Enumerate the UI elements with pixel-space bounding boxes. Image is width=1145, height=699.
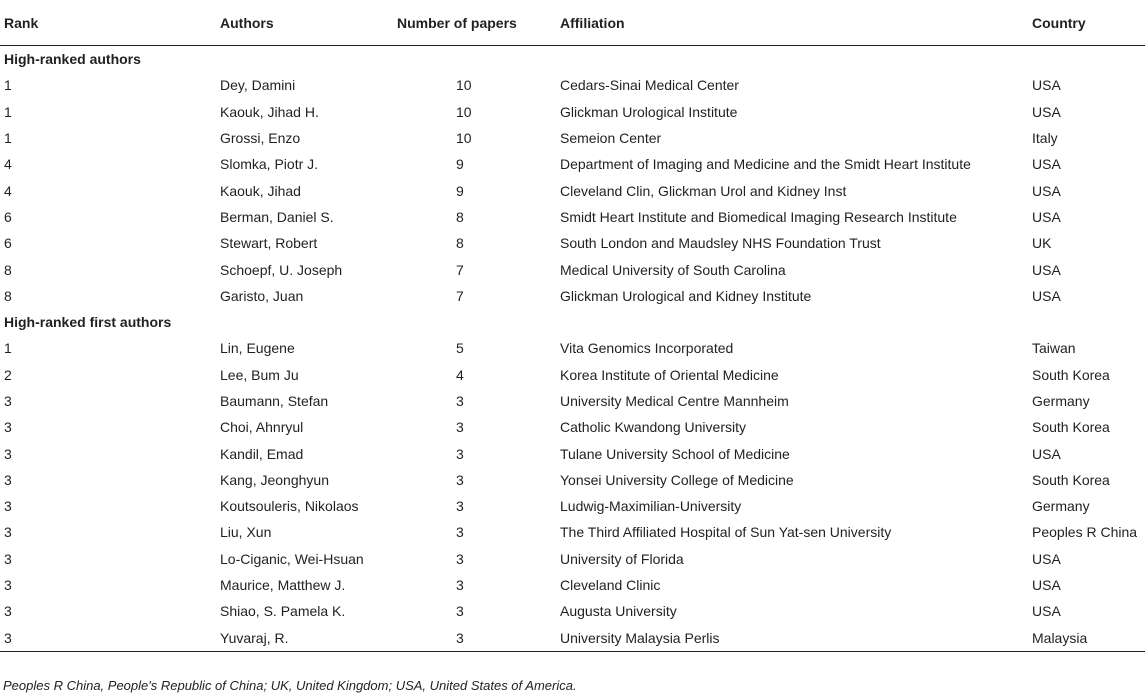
column-header-rank: Rank — [0, 0, 216, 46]
affiliation-cell: Smidt Heart Institute and Biomedical Imaging Research Institute — [560, 208, 957, 225]
papers-cell: 3 — [396, 625, 556, 652]
country-cell: Peoples R China — [1032, 524, 1138, 541]
papers-cell: 8 — [456, 208, 464, 225]
table-row — [0, 519, 1145, 545]
affiliation-cell: University Malaysia Perlis — [556, 625, 1028, 652]
table-row — [0, 125, 1145, 151]
country-cell: Taiwan — [1032, 340, 1076, 357]
table-row — [0, 598, 1145, 624]
table-row — [0, 230, 1145, 256]
section-title: High-ranked first authors — [4, 314, 172, 331]
author-cell: Lee, Bum Ju — [220, 366, 299, 383]
country-cell: USA — [1032, 287, 1061, 304]
rank-cell: 3 — [4, 524, 12, 541]
section-header-row — [0, 309, 1145, 335]
papers-cell: 5 — [456, 340, 464, 357]
papers-cell: 8 — [456, 235, 464, 252]
affiliation-cell: Catholic Kwandong University — [560, 419, 746, 436]
table-row — [0, 72, 1145, 98]
rank-cell: 8 — [4, 287, 12, 304]
affiliation-cell: Department of Imaging and Medicine and the Smidt Heart Institute — [560, 156, 971, 173]
papers-cell: 10 — [456, 77, 472, 94]
author-cell: Kaouk, Jihad H. — [220, 103, 319, 120]
rank-cell: 3 — [0, 625, 216, 652]
affiliation-cell: Tulane University School of Medicine — [560, 445, 790, 462]
table-body — [0, 46, 1145, 652]
affiliation-cell: Semeion Center — [560, 130, 662, 147]
table-row — [0, 99, 1145, 125]
author-cell: Koutsouleris, Nikolaos — [220, 498, 359, 515]
papers-cell: 3 — [456, 419, 464, 436]
country-cell: Germany — [1032, 498, 1090, 515]
author-cell: Choi, Ahnryul — [220, 419, 304, 436]
rank-cell: 1 — [4, 130, 12, 147]
author-cell: Yuvaraj, R. — [216, 625, 396, 652]
papers-cell: 7 — [456, 287, 464, 304]
table-row — [0, 151, 1145, 177]
country-cell: South Korea — [1032, 471, 1110, 488]
rank-cell: 3 — [4, 603, 12, 620]
section-title: High-ranked authors — [4, 51, 141, 68]
author-cell: Liu, Xun — [220, 524, 272, 541]
country-cell: USA — [1032, 156, 1061, 173]
author-cell: Slomka, Piotr J. — [220, 156, 319, 173]
rank-cell: 4 — [4, 182, 12, 199]
table-row — [0, 414, 1145, 440]
rank-cell: 4 — [4, 156, 12, 173]
table-row — [0, 177, 1145, 203]
table-row — [0, 493, 1145, 519]
papers-cell: 3 — [456, 524, 464, 541]
country-cell: South Korea — [1032, 419, 1110, 436]
author-cell: Kandil, Emad — [220, 445, 304, 462]
country-cell: Germany — [1032, 393, 1090, 409]
author-cell: Berman, Daniel S. — [220, 208, 334, 225]
country-cell: USA — [1032, 603, 1061, 620]
affiliation-cell: University Medical Centre Mannheim — [560, 393, 789, 409]
papers-cell: 3 — [456, 498, 464, 515]
papers-cell: 4 — [456, 366, 464, 383]
table-row — [0, 388, 1145, 414]
column-header-affiliation: Affiliation — [556, 0, 1028, 46]
rank-cell: 6 — [4, 208, 12, 225]
rank-cell: 3 — [4, 498, 12, 515]
table-row — [0, 204, 1145, 230]
author-cell: Lo-Ciganic, Wei-Hsuan — [220, 550, 364, 567]
country-cell: UK — [1032, 235, 1052, 252]
country-cell: USA — [1032, 445, 1061, 462]
papers-cell: 9 — [456, 182, 464, 199]
rank-cell: 2 — [4, 366, 12, 383]
rank-cell: 3 — [4, 393, 12, 409]
table-row — [0, 625, 1145, 652]
table-row — [0, 283, 1145, 309]
author-cell: Dey, Damini — [220, 77, 296, 94]
table-row — [0, 362, 1145, 388]
affiliation-cell: Korea Institute of Oriental Medicine — [560, 366, 779, 383]
country-cell: USA — [1032, 261, 1061, 278]
papers-cell: 10 — [456, 130, 472, 147]
affiliation-cell: Vita Genomics Incorporated — [560, 340, 734, 357]
country-cell: USA — [1032, 208, 1061, 225]
author-cell: Lin, Eugene — [220, 340, 295, 357]
section-header-row — [0, 46, 1145, 73]
author-cell: Kaouk, Jihad — [220, 182, 301, 199]
country-cell: USA — [1032, 103, 1061, 120]
rank-cell: 1 — [4, 77, 12, 94]
country-cell: USA — [1032, 550, 1061, 567]
table-footnote: Peoples R China, People's Republic of China; UK, United Kingdom; USA, United States of America. — [3, 678, 577, 693]
author-cell: Shiao, S. Pamela K. — [220, 603, 346, 620]
table-row — [0, 546, 1145, 572]
affiliation-cell: Yonsei University College of Medicine — [560, 471, 794, 488]
author-cell: Kang, Jeonghyun — [220, 471, 329, 488]
affiliation-cell: South London and Maudsley NHS Foundation Trust — [560, 235, 881, 252]
papers-cell: 3 — [456, 550, 464, 567]
papers-cell: 9 — [456, 156, 464, 173]
author-cell: Schoepf, U. Joseph — [220, 261, 343, 278]
author-cell: Garisto, Juan — [220, 287, 304, 304]
header-row — [0, 0, 1145, 46]
rank-cell: 3 — [4, 550, 12, 567]
papers-cell: 3 — [456, 393, 464, 409]
column-header-authors: Authors — [216, 0, 396, 46]
column-header-number-of-papers: Number of papers — [396, 0, 556, 46]
affiliation-cell: Glickman Urological Institute — [560, 103, 738, 120]
rank-cell: 1 — [4, 340, 12, 357]
papers-cell: 3 — [456, 577, 464, 594]
country-cell: Italy — [1032, 130, 1058, 147]
papers-cell: 10 — [456, 103, 472, 120]
table-header — [0, 0, 1145, 46]
author-cell: Grossi, Enzo — [220, 130, 301, 147]
table-row — [0, 256, 1145, 282]
affiliation-cell: Medical University of South Carolina — [560, 261, 786, 278]
author-cell: Baumann, Stefan — [220, 393, 329, 409]
country-cell: South Korea — [1032, 366, 1110, 383]
country-cell: USA — [1032, 577, 1061, 594]
affiliation-cell: The Third Affiliated Hospital of Sun Yat-sen University — [560, 524, 892, 541]
country-cell: USA — [1032, 182, 1061, 199]
affiliation-cell: Cleveland Clin, Glickman Urol and Kidney Inst — [560, 182, 847, 199]
table-row — [0, 335, 1145, 361]
rank-cell: 3 — [4, 419, 12, 436]
papers-cell: 3 — [456, 445, 464, 462]
rank-cell: 3 — [4, 577, 12, 594]
affiliation-cell: University of Florida — [560, 550, 684, 567]
author-cell: Maurice, Matthew J. — [220, 577, 346, 594]
papers-cell: 3 — [456, 471, 464, 488]
rank-cell: 6 — [4, 235, 12, 252]
author-cell: Stewart, Robert — [220, 235, 318, 252]
rank-cell: 8 — [4, 261, 12, 278]
table-row — [0, 467, 1145, 493]
column-header-country: Country — [1028, 0, 1145, 46]
rank-cell: 3 — [4, 471, 12, 488]
table-row — [0, 572, 1145, 598]
table-row — [0, 440, 1145, 466]
affiliation-cell: Glickman Urological and Kidney Institute — [560, 287, 812, 304]
country-cell: USA — [1032, 77, 1061, 94]
country-cell: Malaysia — [1028, 625, 1145, 652]
rank-cell: 3 — [4, 445, 12, 462]
rank-cell: 1 — [4, 103, 12, 120]
affiliation-cell: Ludwig-Maximilian-University — [560, 498, 742, 515]
affiliation-cell: Cedars-Sinai Medical Center — [560, 77, 739, 94]
affiliation-cell: Cleveland Clinic — [560, 577, 661, 594]
affiliation-cell: Augusta University — [560, 603, 677, 620]
papers-cell: 3 — [456, 603, 464, 620]
papers-cell: 7 — [456, 261, 464, 278]
